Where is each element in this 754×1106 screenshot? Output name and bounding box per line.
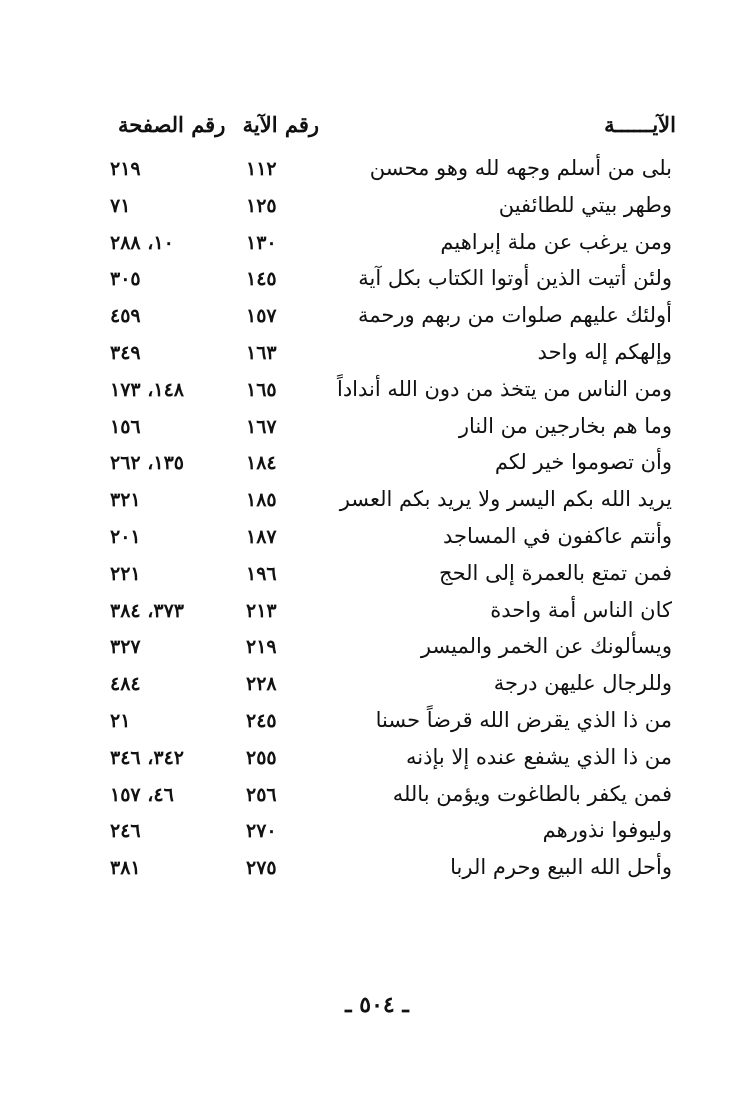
verse-text: وإلهكم إله واحد bbox=[537, 339, 672, 364]
table-row bbox=[0, 522, 754, 559]
verse-text: وأن تصوموا خير لكم bbox=[494, 450, 672, 475]
table-row bbox=[0, 743, 754, 780]
ayah-number: ١٨٤ bbox=[246, 452, 277, 475]
ayah-number: ١٣٠ bbox=[246, 231, 277, 254]
ayah-number: ١٦٧ bbox=[246, 415, 277, 438]
verse-column-header: الآيــــــة bbox=[604, 112, 676, 137]
ayah-column-header: رقم الآية bbox=[242, 112, 320, 137]
table-row bbox=[0, 780, 754, 817]
page-reference: ٣٠٥ bbox=[110, 268, 141, 291]
table-row bbox=[0, 596, 754, 633]
verse-text: وطهر بيتي للطائفين bbox=[498, 192, 672, 217]
verse-text: ومن يرغب عن ملة إبراهيم bbox=[440, 229, 672, 254]
verse-text: يريد الله بكم اليسر ولا يريد بكم العسر bbox=[339, 487, 672, 512]
page-reference: ٤٦، ١٥٧ bbox=[110, 783, 174, 806]
page-reference: ٤٥٩ bbox=[110, 305, 141, 328]
table-row bbox=[0, 448, 754, 485]
table-row bbox=[0, 706, 754, 743]
verse-text: من ذا الذي يقرض الله قرضاً حسنا bbox=[375, 707, 672, 732]
page-reference: ٢٠١ bbox=[110, 525, 141, 548]
ayah-number: ٢٤٥ bbox=[246, 709, 277, 732]
table-row bbox=[0, 228, 754, 265]
ayah-number: ١٢٥ bbox=[246, 194, 277, 217]
ayah-number: ١٥٧ bbox=[246, 305, 277, 328]
ayah-number: ١٩٦ bbox=[246, 562, 277, 585]
page-column-header: رقم الصفحة bbox=[118, 112, 226, 137]
page-reference: ٣٤٩ bbox=[110, 341, 141, 364]
page-reference: ٣٧٣، ٣٨٤ bbox=[110, 599, 184, 622]
ayah-number: ١٤٥ bbox=[246, 268, 277, 291]
verse-text: ولئن أتيت الذين أوتوا الكتاب بكل آية bbox=[358, 266, 672, 291]
page-reference: ٢٢١ bbox=[110, 562, 141, 585]
page-reference: ٢١٩ bbox=[110, 158, 141, 180]
table-row bbox=[0, 338, 754, 375]
ayah-number: ٢٧٥ bbox=[246, 857, 277, 880]
page-reference: ٢٤٦ bbox=[110, 820, 141, 843]
verse-text: وليوفوا نذورهم bbox=[542, 818, 672, 843]
table-row bbox=[0, 412, 754, 449]
ayah-number: ٢٥٥ bbox=[246, 746, 277, 769]
page-reference: ٢١ bbox=[110, 709, 131, 732]
table-row bbox=[0, 264, 754, 301]
ayah-number: ١٦٣ bbox=[246, 341, 277, 364]
ayah-number: ١٨٥ bbox=[246, 489, 277, 512]
verse-text: وللرجال عليهن درجة bbox=[493, 671, 672, 696]
table-row bbox=[0, 301, 754, 338]
ayah-number: ٢١٣ bbox=[246, 599, 277, 622]
verse-text: ويسألونك عن الخمر والميسر bbox=[420, 634, 672, 659]
page-reference: ١٠، ٢٨٨ bbox=[110, 231, 174, 254]
verse-text: ومن الناس من يتخذ من دون الله أنداداً bbox=[336, 376, 672, 401]
page-reference: ٣٢٧ bbox=[110, 636, 141, 659]
verse-text: كان الناس أمة واحدة bbox=[490, 597, 672, 622]
page-reference: ٣٤٢، ٣٤٦ bbox=[110, 746, 184, 769]
verse-text: من ذا الذي يشفع عنده إلا بإذنه bbox=[406, 744, 672, 769]
verse-text: فمن يكفر بالطاغوت ويؤمن بالله bbox=[392, 781, 672, 806]
page-reference: ٧١ bbox=[110, 194, 131, 217]
table-row bbox=[0, 485, 754, 522]
page-reference: ١٤٨، ١٧٣ bbox=[110, 378, 184, 401]
ayah-number: ٢٧٠ bbox=[246, 820, 277, 843]
page-reference: ١٥٦ bbox=[110, 415, 141, 438]
number-column-headers bbox=[108, 112, 319, 137]
page-reference: ٣٢١ bbox=[110, 489, 141, 512]
verse-text: بلى من أسلم وجهه لله وهو محسن bbox=[369, 156, 672, 180]
table-row bbox=[0, 375, 754, 412]
ayah-number: ١٨٧ bbox=[246, 525, 277, 548]
ayah-number: ٢١٩ bbox=[246, 636, 277, 659]
table-row bbox=[0, 154, 754, 191]
ayah-number: ١٦٥ bbox=[246, 378, 277, 401]
page-number: ـ ٥٠٤ ـ bbox=[345, 992, 409, 1018]
page-reference: ١٣٥، ٢٦٢ bbox=[110, 452, 184, 475]
ayah-number: ٢٥٦ bbox=[246, 783, 277, 806]
verse-text: وما هم بخارجين من النار bbox=[458, 413, 672, 438]
verse-text: وأنتم عاكفون في المساجد bbox=[442, 523, 672, 548]
verse-text: فمن تمتع بالعمرة إلى الحج bbox=[439, 560, 672, 585]
table-row bbox=[0, 853, 754, 890]
table-row bbox=[0, 816, 754, 853]
page-reference: ٤٨٤ bbox=[110, 673, 141, 696]
verse-text: أولئك عليهم صلوات من ربهم ورحمة bbox=[357, 303, 672, 328]
page-reference: ٣٨١ bbox=[110, 857, 141, 880]
table-row bbox=[0, 559, 754, 596]
table-row bbox=[0, 191, 754, 228]
verse-text: وأحل الله البيع وحرم الربا bbox=[450, 855, 672, 880]
index-table bbox=[0, 154, 754, 890]
table-row bbox=[0, 632, 754, 669]
ayah-number: ٢٢٨ bbox=[246, 673, 277, 696]
ayah-number: ١١٢ bbox=[246, 158, 277, 180]
table-row bbox=[0, 669, 754, 706]
